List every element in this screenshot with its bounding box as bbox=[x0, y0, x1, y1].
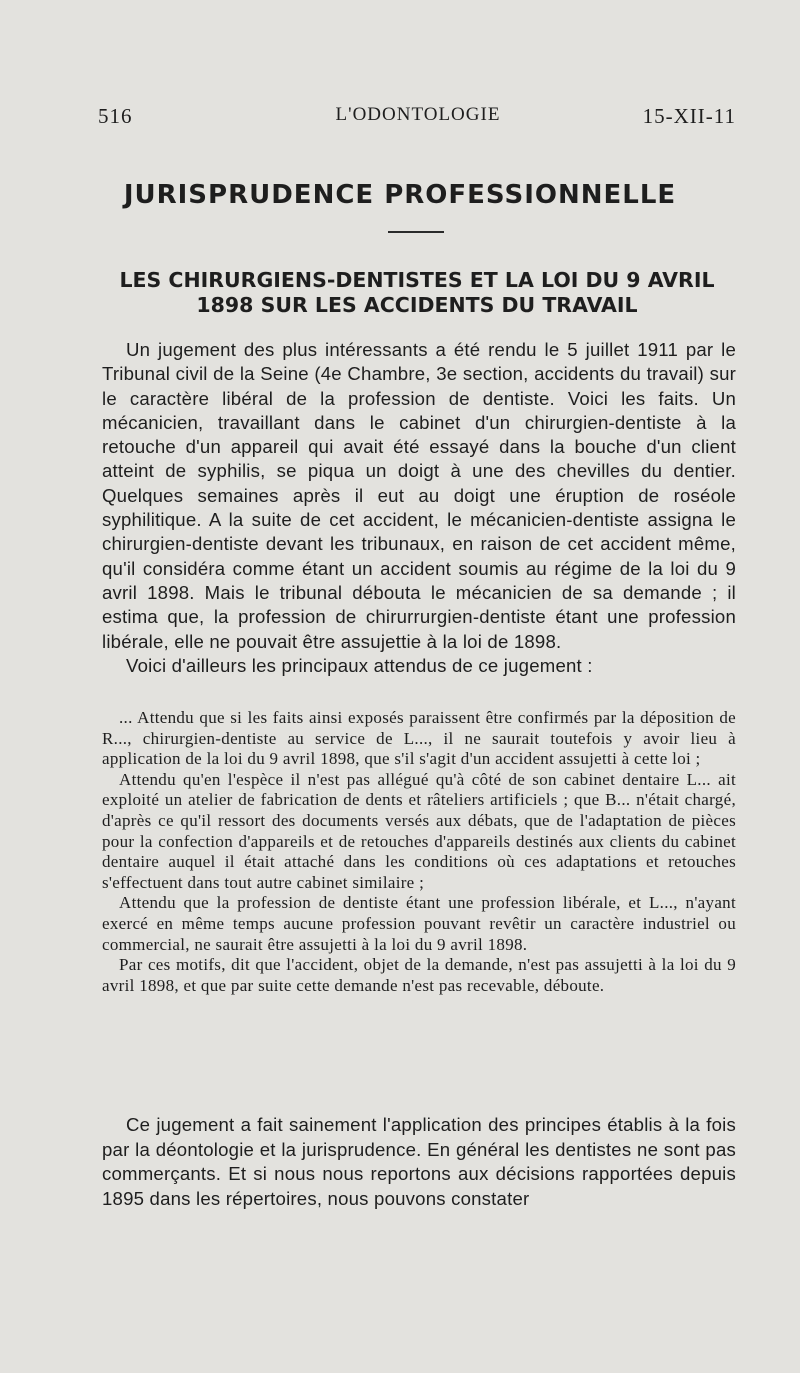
closing-section bbox=[102, 1113, 736, 1211]
judgment-quote bbox=[102, 708, 736, 996]
issue-date: 15-XII-11 bbox=[642, 104, 736, 128]
intro-section bbox=[102, 338, 736, 678]
journal-name: L'ODONTOLOGIE bbox=[335, 104, 501, 125]
quote-paragraph-1: ... Attendu que si les faits ainsi exposés paraissent être confirmés par la déposition de R..., chirurgien-dentiste au service de L..., il ne saurait toutefois y avoir lieu à application de la loi du 9 avril 1898, que s'il s'agit d'un accident assujetti à cette loi ; bbox=[102, 708, 736, 769]
page-number: 516 bbox=[98, 104, 133, 128]
quote-paragraph-4: Par ces motifs, dit que l'accident, objet de la demande, n'est pas assujetti à la loi du 9 avril 1898, et que par suite cette demande n'est pas recevable, déboute. bbox=[102, 955, 736, 995]
closing-paragraph: Ce jugement a fait sainement l'application des principes établis à la fois par la déontologie et la jurisprudence. En général les dentistes ne sont pas commerçants. Et si nous nous reportons aux décisions rapportées depuis 1895 dans les répertoires, nous pouvons constater bbox=[102, 1114, 736, 1209]
article-subtitle: LES CHIRURGIENS-DENTISTES ET LA LOI DU 9 AVRIL 1898 SUR LES ACCIDENTS DU TRAVAIL bbox=[119, 268, 715, 317]
running-header bbox=[98, 104, 738, 134]
intro-paragraph: Un jugement des plus intéressants a été rendu le 5 juillet 1911 par le Tribunal civil de la Seine (4e Chambre, 3e section, accidents du travail) sur le caractère libéral de la profession de dentiste. Voici les faits. Un mécanicien, travaillant dans le cabinet d'un chirurgien-dentiste à la retouche d'un appareil qui avait été essayé dans la bouche d'un client atteint de syphilis, se piqua un doigt à une des chevilles du dentier. Quelques semaines après il eut au doigt une éruption de roséole syphilitique. A la suite de cet accident, le mécanicien-dentiste assigna le chirurgien-dentiste devant les tribunaux, en raison de cet accident même, qu'il considéra comme étant un accident soumis au régime de la loi du 9 avril 1898. Mais le tribunal débouta le mécanicien de sa demande ; il estima que, la profession de chirurrurgien-dentiste étant une profession libérale, elle ne pouvait être assujettie à la loi de 1898. bbox=[102, 339, 736, 652]
quote-paragraph-3: Attendu que la profession de dentiste étant une profession libérale, et L..., n'ayant exercé en même temps aucune profession pouvant revêtir un caractère industriel ou commercial, ne saurait être assujetti à la loi du 9 avril 1898. bbox=[102, 893, 736, 954]
quote-paragraph-2: Attendu qu'en l'espèce il n'est pas allégué qu'à côté de son cabinet dentaire L... ait exploité un atelier de fabrication de dents et râteliers artificiels ; que B... n'était chargé, d'après ce qu'il ressort des documents versés aux débats, que de l'adaptation de pièces pour la confection d'appareils et de retouches d'appareils destinés aux clients du cabinet dentaire auquel il était attaché dans les conditions où ces adaptations et retouches s'effectuent dans tout autre cabinet similaire ; bbox=[102, 769, 736, 892]
title-divider bbox=[388, 231, 444, 233]
article-title: JURISPRUDENCE PROFESSIONNELLE bbox=[123, 180, 677, 210]
intro-paragraph-2: Voici d'ailleurs les principaux attendus de ce jugement : bbox=[126, 654, 593, 676]
